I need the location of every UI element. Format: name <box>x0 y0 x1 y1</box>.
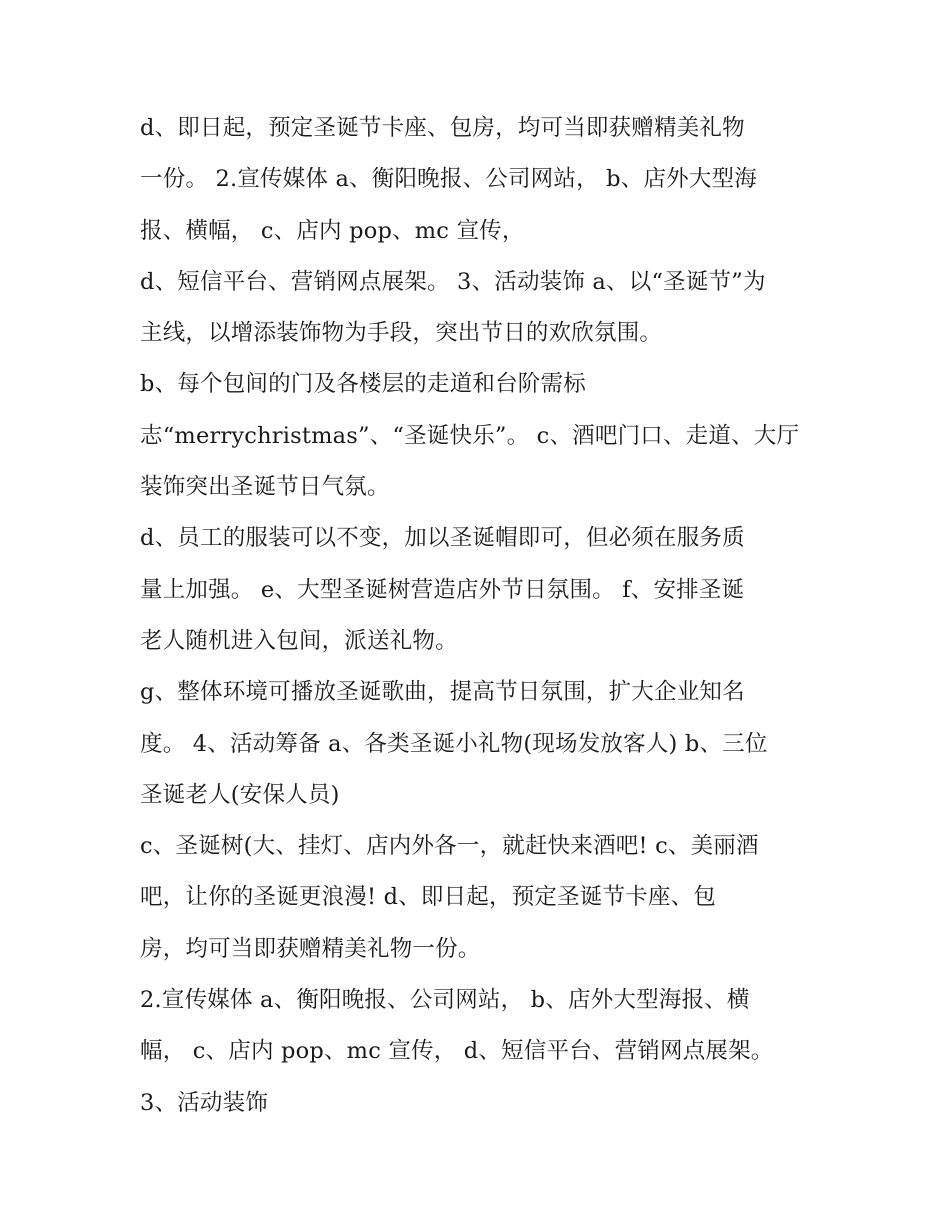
document-body <box>140 103 820 1129</box>
text-line: 一份。 2.宣传媒体 a、衡阳晚报、公司网站， b、店外大型海 <box>140 166 757 193</box>
text-line: 报、横幅， c、店内 pop、mc 宣传， <box>140 217 525 244</box>
text-line: 3、活动装饰 <box>140 1089 269 1116</box>
text-line: 装饰突出圣诞节日气氛。 <box>140 474 390 501</box>
text-line: d、员工的服装可以不变，加以圣诞帽即可，但必须在服务质 <box>140 525 745 552</box>
text-line: 量上加强。 e、大型圣诞树营造店外节日氛围。 f、安排圣诞 <box>140 576 745 603</box>
text-line: c、圣诞树(大、挂灯、店内外各一，就赶快来酒吧! c、美丽酒 <box>140 833 759 860</box>
text-line: 2.宣传媒体 a、衡阳晚报、公司网站， b、店外大型海报、横 <box>140 987 750 1014</box>
text-line: 度。 4、活动筹备 a、各类圣诞小礼物(现场发放客人) b、三位 <box>140 730 768 757</box>
text-line: 老人随机进入包间，派送礼物。 <box>140 627 458 654</box>
text-line: 圣诞老人(安保人员) <box>140 781 340 808</box>
text-line: 吧，让你的圣诞更浪漫! d、即日起，预定圣诞节卡座、包 <box>140 884 716 911</box>
text-line: b、每个包间的门及各楼层的走道和台阶需标 <box>140 371 586 398</box>
text-line: 志“merrychristmas”、“圣诞快乐”。 c、酒吧门口、走道、大厅 <box>140 422 800 449</box>
text-line: d、即日起，预定圣诞节卡座、包房，均可当即获赠精美礼物 <box>140 115 745 141</box>
text-line: 主线，以增添装饰物为手段，突出节日的欢欣氛围。 <box>140 320 663 347</box>
text-line: d、短信平台、营销网点展架。 3、活动装饰 a、以“圣诞节”为 <box>140 268 766 295</box>
text-line: g、整体环境可播放圣诞歌曲，提高节日氛围，扩大企业知名 <box>140 679 745 706</box>
text-line: 幅， c、店内 pop、mc 宣传， d、短信平台、营销网点展架。 <box>140 1038 774 1065</box>
text-line: 房，均可当即获赠精美礼物一份。 <box>140 935 481 962</box>
